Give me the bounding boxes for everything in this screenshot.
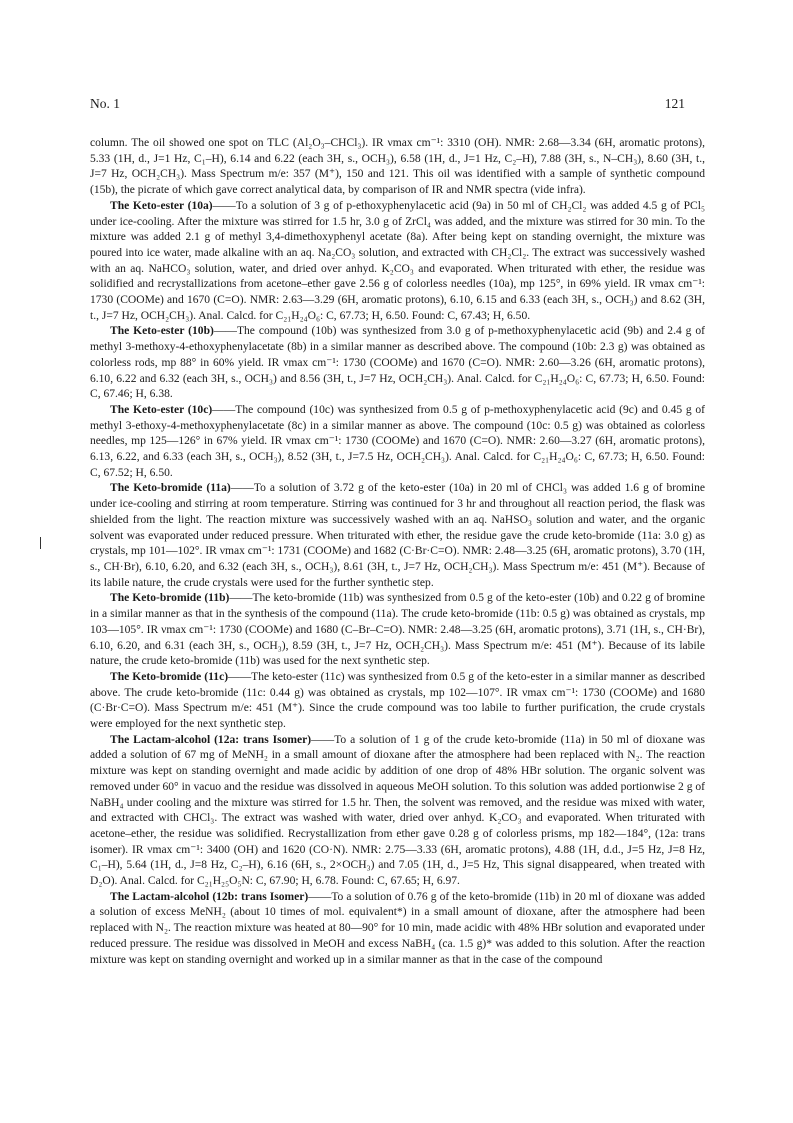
paragraph-text: column. The oil showed one spot on TLC (Al₂O₃–CHCl₃). IR νmax cm⁻¹: 3310 (OH). NMR: 2.68—3.34 (6H, aromatic protons), 5.33 (1H, d., J=1 Hz, C₁–H), 6.14 and 6.22 (each 3H, s., OCH₃), 6.58 (1H, d., J=1 Hz, C₂–H), 7.88 (3H, s., N–CH₃), 8.60 (3H, t., J=7 Hz, OCH₂CH₃). Mass Spectrum m/e: 357 (M⁺), 150 and 121. This oil was identified with a sample of synthetic compound (15b), the picrate of which gave correct analytical data, by comparison of IR and NMR spectra (vide infra). [90, 137, 705, 197]
section-heading: The Lactam-alcohol (12b: trans Isomer) [110, 890, 309, 903]
section-heading: The Keto-bromide (11b) [110, 592, 230, 605]
section-heading: The Keto-ester (10a) [110, 199, 213, 212]
section-keto-bromide-11a [90, 481, 705, 591]
section-heading: The Keto-bromide (11c) [110, 670, 229, 683]
section-keto-bromide-11c [90, 670, 705, 733]
section-keto-bromide-11b [90, 591, 705, 670]
paragraph-text: ——The keto-bromide (11b) was synthesized from 0.5 g of the keto-ester (10b) and 0.22 g of bromine in a similar manner as that in the synthesis of the compound (11a). The crude keto-bromide (11b: 0.5 g) was obtained as crystals, mp 103—105°. IR νmax cm⁻¹: 1730 (COOMe) and 1680 (C–Br–C=O). NMR: 2.48—3.25 (6H, aromatic protons), 3.71 (1H, s., CH·Br), 6.10, 6.20, and 6.31 (each 3H, s., OCH₃), 8.59 (3H, t., J=7 Hz, OCH₂CH₃). Mass Spectrum m/e: 451 (M⁺). Because of its labile nature, the crude keto-bromide (11b) was used for the next synthetic step. [90, 592, 705, 668]
section-keto-ester-10b [90, 324, 705, 403]
issue-number: No. 1 [90, 96, 120, 111]
paragraph-text: ——To a solution of 0.76 g of the keto-bromide (11b) in 20 ml of dioxane was added a solution of excess MeNH₂ (about 10 times of mol. equivalent*) in a small amount of dioxane, after the atmosphere had been replaced with N₂. The reaction mixture was heated at 80—90° for 10 min, made acidic with 48% HBr solution and evaporated under reduced pressure. The residue was dissolved in MeOH and excess NaBH₄ (ca. 1.5 g)* was added to this solution. After the reaction mixture was kept on standing overnight and worked up in a similar manner as that in the case of the compound [90, 890, 705, 966]
page-header [90, 96, 685, 116]
section-heading: The Keto-ester (10b) [110, 325, 214, 338]
paragraph-text: ——To a solution of 3 g of p-ethoxyphenylacetic acid (9a) in 50 ml of CH₂Cl₂ was added 4.5 g of PCl₅ under ice-cooling. After the mixture was stirred for 1.5 hr, 3.0 g of ZrCl₄ was added, and the mixture was stirred for 30 min. To the mixture was added 2.1 g of methyl 3,4-dimethoxyphenyl acetate (8a). After being kept on standing overnight, the mixture was poured into ice water, made alkaline with an aq. Na₂CO₃ solution, and extracted with CH₂Cl₂. The extract was successively washed with an aq. NaHCO₃ solution, water, and dried over anhyd. K₂CO₃ and evaporated. When triturated with ether, the residue was solidified and recrystallizations from acetone–ether gave 2.56 g of colorless needles (10a), mp 125°, in 69% yield. IR νmax cm⁻¹: 1730 (COOMe) and 1670 (C=O). NMR: 2.63—3.29 (6H, aromatic protons), 6.10, 6.15 and 6.33 (each 3H, s., OCH₃) and 8.62 (3H, t., J=7 Hz, OCH₂CH₃). Anal. Calcd. for C₂₁H₂₄O₆: C, 67.73; H, 6.50. Found: C, 67.43; H, 6.50. [90, 199, 705, 322]
paragraph-text: ——The compound (10b) was synthesized from 3.0 g of p-methoxyphenylacetic acid (9b) and 2.4 g of methyl 3-methoxy-4-ethoxyphenylacetate (8b) in a similar manner as described above. The compound (10b: 2.3 g) was obtained as colorless rods, mp 88° in 60% yield. IR νmax cm⁻¹: 1730 (COOMe) and 1670 (C=O). NMR: 2.60—3.26 (6H, aromatic protons), 6.10, 6.22 and 6.32 (each 3H, s., OCH₃) and 8.56 (3H, t., J=7 Hz, OCH₂CH₃). Anal. Calcd. for C₂₁H₂₄O₆: C, 67.73; H, 6.50. Found: C, 67.46; H, 6.38. [90, 325, 705, 401]
section-heading: The Lactam-alcohol (12a: trans Isomer) [110, 733, 312, 746]
section-lactam-alcohol-12b [90, 890, 705, 969]
experimental-text [90, 136, 705, 968]
paragraph-text: ——The compound (10c) was synthesized from 0.5 g of p-methoxyphenylacetic acid (9c) and 0.45 g of methyl 3-ethoxy-4-methoxyphenylacetate (8c) in a similar manner as above. The compound (10c: 0.5 g) was obtained as colorless needles, mp 125—126° in 67% yield. IR νmax cm⁻¹: 1730 (COOMe) and 1670 (C=O). NMR: 2.60—3.27 (6H, aromatic protons), 6.13, 6.22, and 6.33 (each 3H, s., OCH₃), 8.52 (3H, t., J=7.5 Hz, OCH₂CH₃). Anal. Calcd. for C₂₁H₂₄O₆: C, 67.73; H, 6.50. Found: C, 67.52; H, 6.50. [90, 403, 705, 479]
paragraph-text: ——To a solution of 1 g of the crude keto-bromide (11a) in 50 ml of dioxane was added a solution of 67 mg of MeNH₂ in a small amount of dioxane after the atmosphere had been replaced with N₂. The reaction mixture was kept on standing overnight and made acidic by addition of one drop of 48% HBr solution. The organic solvent was removed under 60° in vacuo and the residue was dissolved in aqueous MeOH solution. To this solution was added portionwise 2 g of NaBH₄ under cooling and the mixture was stirred for 1.5 hr. Then, the solvent was removed, and the residue was mixed with water, and extracted with CHCl₃. The extract was washed with water, dried over anhyd. K₂CO₃ and evaporated. When triturated with acetone–ether, the residue was solidified. Recrystallization from ether gave 0.28 g of colorless prisms, mp 182—184°, (12a: trans isomer). IR νmax cm⁻¹: 3400 (OH) and 1620 (CO·N). NMR: 2.75—3.33 (6H, aromatic protons), 4.88 (1H, d.d., J=5 Hz, J=8 Hz, C₁–H), 5.64 (1H, d., J=8 Hz, C₂–H), 6.16 (6H, s., 2×OCH₃) and 7.05 (1H, d., J=5 Hz, This signal disappeared, when treated with D₂O). Anal. Calcd. for C₂₁H₂₅O₅N: C, 67.90; H, 6.78. Found: C, 67.65; H, 6.97. [90, 733, 705, 888]
margin-mark [40, 537, 41, 549]
paragraph-continued [90, 136, 705, 199]
section-lactam-alcohol-12a [90, 733, 705, 890]
section-heading: The Keto-bromide (11a) [110, 482, 231, 495]
section-keto-ester-10c [90, 403, 705, 482]
section-keto-ester-10a [90, 199, 705, 325]
page-number: 121 [664, 96, 685, 111]
paragraph-text: ——To a solution of 3.72 g of the keto-ester (10a) in 20 ml of CHCl₃ was added 1.6 g of bromine under ice-cooling and stirring at room temperature. Stirring was continued for 3 hr and throughout all reaction period, the flask was shielded from the light. The reaction mixture was successively washed with an aq. NaHSO₃ solution and water, and the organic solvent was evaporated under reduced pressure. When triturated with ether, the residue gave the crude keto-bromide (11a: 3.0 g) as crystals, mp 101—102°. IR νmax cm⁻¹: 1731 (COOMe) and 1682 (C·Br·C=O). NMR: 2.48—3.25 (6H, aromatic protons), 3.70 (1H, s., CH·Br), 6.10, 6.20, and 6.32 (each 3H, s., OCH₃), 8.61 (3H, t., J=7 Hz, OCH₂CH₃). Mass Spectrum m/e: 451 (M⁺). Because of its labile nature, the crude crystals were used for the further synthetic step. [90, 482, 706, 589]
paragraph-text: ——The keto-ester (11c) was synthesized from 0.5 g of the keto-ester in a similar manner as described above. The crude keto-bromide (11c: 0.44 g) was obtained as crystals, mp 102—107°. IR νmax cm⁻¹: 1730 (COOMe) and 1680 (C·Br·C=O). Mass Spectrum m/e: 451 (M⁺). Since the crude compound was too labile to further purification, the crude crystals were employed for the next synthetic step. [90, 670, 705, 731]
section-heading: The Keto-ester (10c) [110, 403, 213, 416]
